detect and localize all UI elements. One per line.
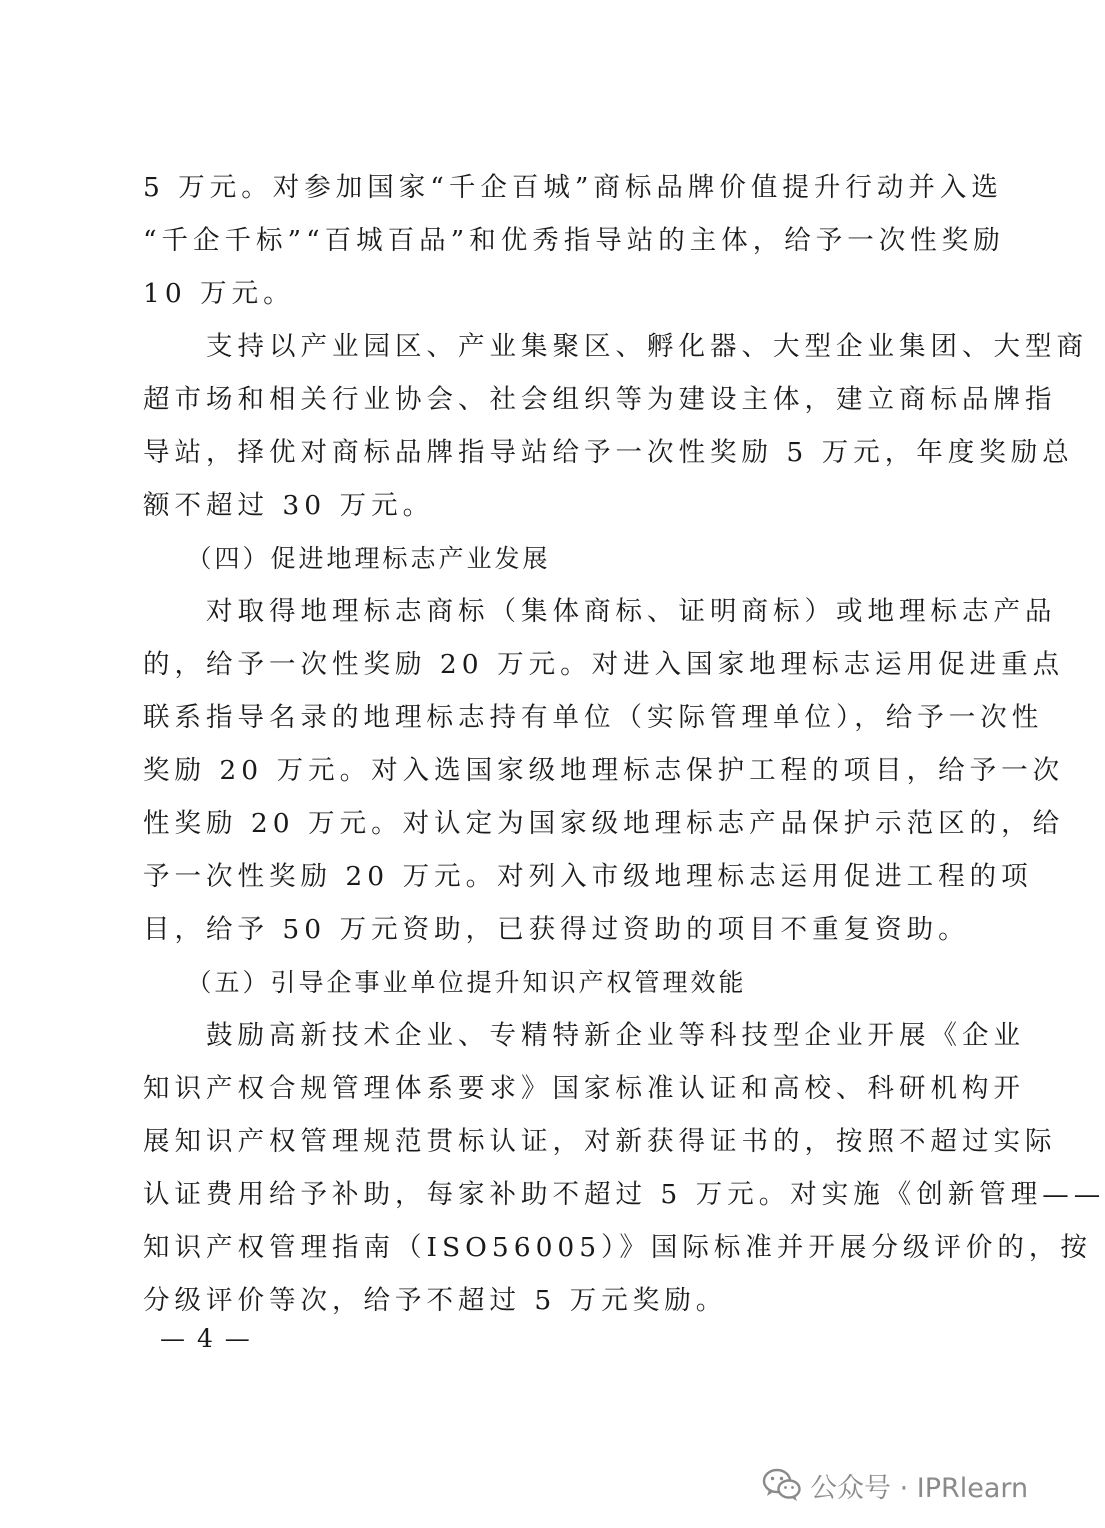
text-line: 目，给予 50 万元资助，已获得过资助的项目不重复资助。 (143, 914, 970, 945)
text-line: 鼓励高新技术企业、专精特新企业等科技型企业开展《企业 (143, 1020, 1025, 1051)
text-line: 5 万元。对参加国家“千企百城”商标品牌价值提升行动并入选 (143, 172, 1003, 203)
section-heading-5: （五）引导企事业单位提升知识产权管理效能 (143, 968, 747, 997)
text-line: 展知识产权管理规范贯标认证，对新获得证书的，按照不超过实际 (143, 1126, 1057, 1157)
document-body (143, 161, 1105, 1327)
wechat-icon (762, 1467, 802, 1503)
text-line: “千企千标”“百城百品”和优秀指导站的主体，给予一次性奖励 (143, 225, 1005, 256)
text-line: 分级评价等次，给予不超过 5 万元奖励。 (143, 1285, 728, 1316)
text-line: 知识产权合规管理体系要求》国家标准认证和高校、科研机构开 (143, 1073, 1025, 1104)
text-line: 对取得地理标志商标（集体商标、证明商标）或地理标志产品 (143, 596, 1057, 627)
text-line: 予一次性奖励 20 万元。对列入市级地理标志运用促进工程的项 (143, 861, 1033, 892)
text-line: 联系指导名录的地理标志持有单位（实际管理单位），给予一次性 (143, 702, 1044, 733)
text-line: 支持以产业园区、产业集聚区、孵化器、大型企业集团、大型商 (143, 331, 1088, 362)
text-line: 10 万元。 (143, 278, 295, 309)
text-line: 性奖励 20 万元。对认定为国家级地理标志产品保护示范区的，给 (143, 808, 1065, 839)
page-number: — 4 — (160, 1324, 252, 1353)
text-line: 导站，择优对商标品牌指导站给予一次性奖励 5 万元，年度奖励总 (143, 437, 1074, 468)
section-heading-4: （四）促进地理标志产业发展 (143, 544, 551, 573)
text-line: 奖励 20 万元。对入选国家级地理标志保护工程的项目，给予一次 (143, 755, 1065, 786)
text-line: 超市场和相关行业协会、社会组织等为建设主体，建立商标品牌指 (143, 384, 1057, 415)
watermark (762, 1463, 1028, 1507)
text-line: 认证费用给予补助，每家补助不超过 5 万元。对实施《创新管理—— (143, 1179, 1105, 1210)
text-line: 知识产权管理指南（ISO56005）》国际标准并开展分级评价的，按 (143, 1232, 1092, 1263)
text-line: 额不超过 30 万元。 (143, 490, 435, 521)
text-line: 的，给予一次性奖励 20 万元。对进入国家地理标志运用促进重点 (143, 649, 1065, 680)
watermark-text: 公众号 · IPRlearn (810, 1472, 1029, 1504)
